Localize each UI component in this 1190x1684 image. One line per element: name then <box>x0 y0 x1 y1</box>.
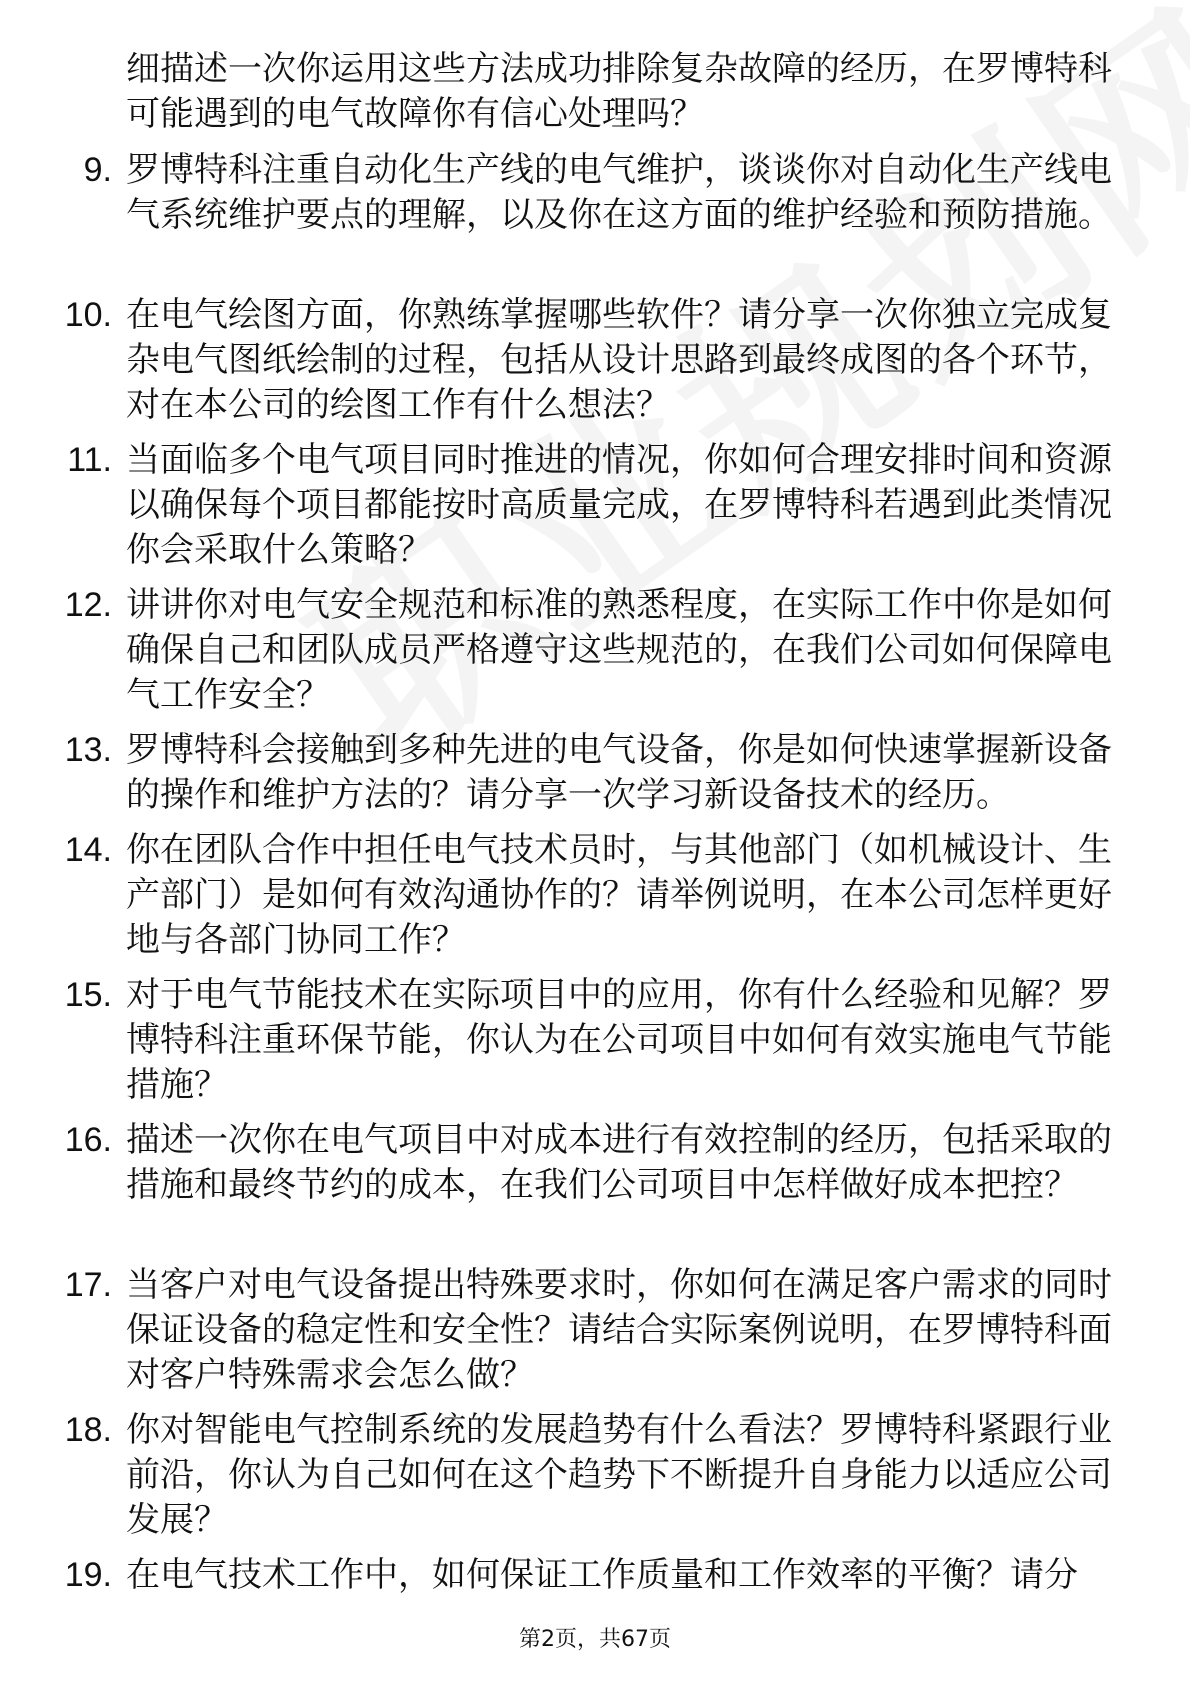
question-number: 12. <box>64 586 112 624</box>
question-text: 你在团队合作中担任电气技术员时，与其他部门（如机械设计、生产部门）是如何有效沟通协作的？请举例说明，在本公司怎样更好地与各部门协同工作？ <box>126 830 1112 960</box>
question-text: 描述一次你在电气项目中对成本进行有效控制的经历，包括采取的措施和最终节约的成本，在我们公司项目中怎样做好成本把控？ <box>126 1120 1112 1205</box>
question-number: 18. <box>64 1411 112 1449</box>
question-text: 在电气技术工作中，如何保证工作质量和工作效率的平衡？请分 <box>126 1555 1078 1595</box>
question-number: 11. <box>67 441 112 479</box>
question-text: 罗博特科会接触到多种先进的电气设备，你是如何快速掌握新设备的操作和维护方法的？请分享一次学习新设备技术的经历。 <box>126 730 1112 815</box>
question-text: 罗博特科注重自动化生产线的电气维护，谈谈你对自动化生产线电气系统维护要点的理解，以及你在这方面的维护经验和预防措施。 <box>126 150 1112 235</box>
question-number: 17. <box>64 1266 112 1304</box>
question-text: 讲讲你对电气安全规范和标准的熟悉程度，在实际工作中你是如何确保自己和团队成员严格遵守这些规范的，在我们公司如何保障电气工作安全？ <box>126 585 1112 715</box>
question-number: 19. <box>64 1556 112 1594</box>
question-text: 对于电气节能技术在实际项目中的应用，你有什么经验和见解？罗博特科注重环保节能，你认为在公司项目中如何有效实施电气节能措施？ <box>126 975 1112 1105</box>
page-footer: 第2页，共67页 <box>519 1627 671 1652</box>
question-text: 当客户对电气设备提出特殊要求时，你如何在满足客户需求的同时保证设备的稳定性和安全性？请结合实际案例说明，在罗博特科面对客户特殊需求会怎么做？ <box>126 1265 1112 1395</box>
question-number: 13. <box>64 731 112 769</box>
question-number: 16. <box>64 1121 112 1159</box>
question-text: 在电气绘图方面，你熟练掌握哪些软件？请分享一次你独立完成复杂电气图纸绘制的过程，包括从设计思路到最终成图的各个环节，对在本公司的绘图工作有什么想法？ <box>126 295 1112 425</box>
question-number: 14. <box>64 831 112 869</box>
question-number: 9. <box>83 151 112 189</box>
question-text: 当面临多个电气项目同时推进的情况，你如何合理安排时间和资源以确保每个项目都能按时高质量完成，在罗博特科若遇到此类情况你会采取什么策略？ <box>126 440 1112 570</box>
question-continuation: 细描述一次你运用这些方法成功排除复杂故障的经历，在罗博特科可能遇到的电气故障你有信心处理吗？ <box>126 49 1112 134</box>
question-text: 你对智能电气控制系统的发展趋势有什么看法？罗博特科紧跟行业前沿，你认为自己如何在这个趋势下不断提升自身能力以适应公司发展？ <box>126 1410 1112 1540</box>
question-number: 15. <box>64 976 112 1014</box>
question-number: 10. <box>64 296 112 334</box>
